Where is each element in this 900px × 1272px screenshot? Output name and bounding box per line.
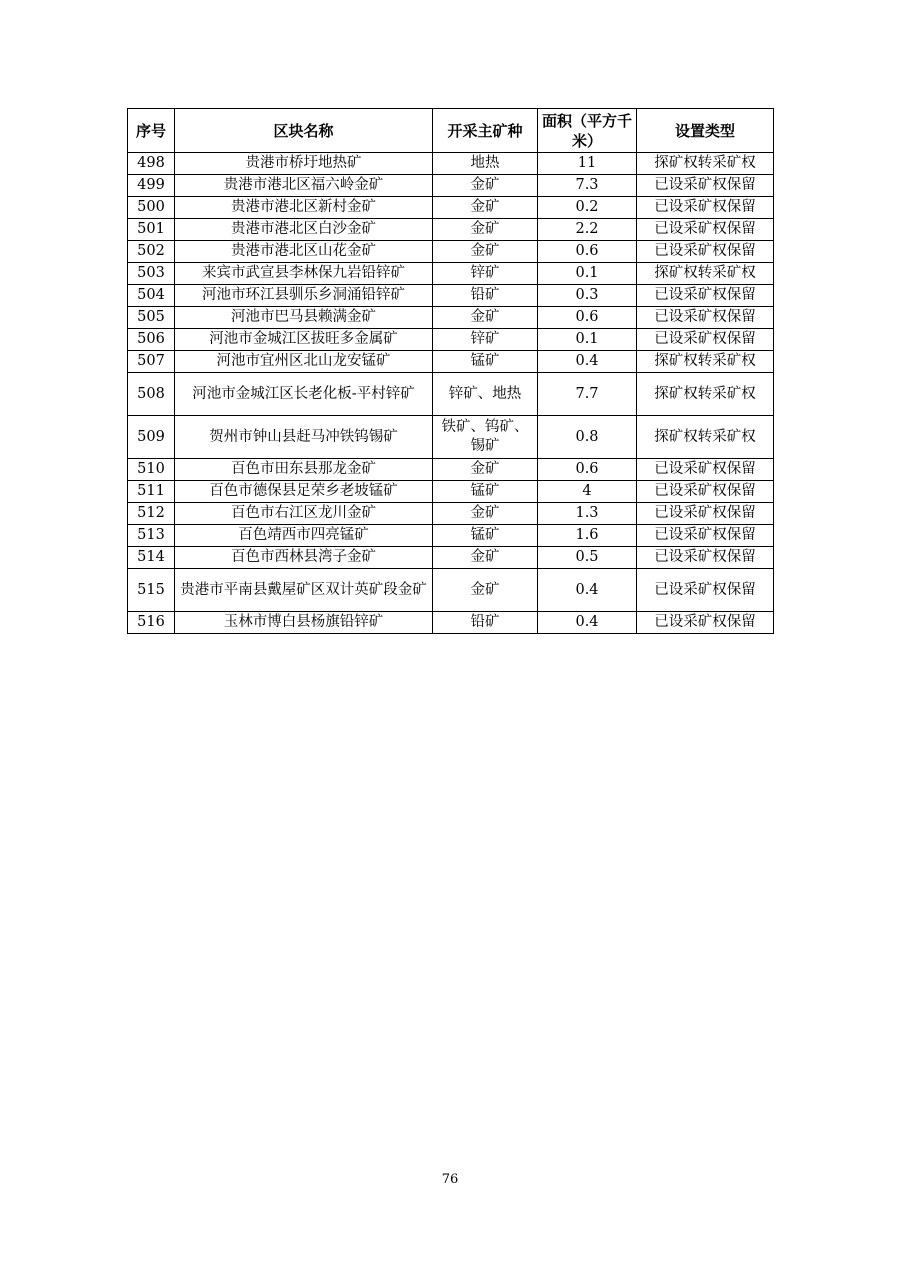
cell-area: 0.4 (538, 351, 637, 373)
cell-setting-type: 探矿权转采矿权 (637, 263, 774, 285)
cell-serial-number: 515 (128, 569, 175, 612)
cell-serial-number: 503 (128, 263, 175, 285)
table-row (128, 285, 774, 307)
page-number: 76 (441, 1172, 459, 1187)
cell-area: 7.7 (538, 373, 637, 416)
cell-area: 0.8 (538, 416, 637, 459)
cell-area: 0.2 (538, 197, 637, 219)
cell-area: 11 (538, 153, 637, 175)
cell-block-name: 河池市金城江区长老化板-平村锌矿 (175, 373, 433, 416)
table-row (128, 197, 774, 219)
cell-main-mineral: 锰矿 (433, 525, 538, 547)
cell-main-mineral: 铁矿、钨矿、锡矿 (433, 416, 538, 459)
cell-block-name: 贵港市桥圩地热矿 (175, 153, 433, 175)
cell-area: 7.3 (538, 175, 637, 197)
cell-block-name: 河池市环江县驯乐乡洞涌铅锌矿 (175, 285, 433, 307)
cell-serial-number: 511 (128, 481, 175, 503)
cell-serial-number: 513 (128, 525, 175, 547)
cell-main-mineral: 金矿 (433, 197, 538, 219)
cell-setting-type: 已设采矿权保留 (637, 241, 774, 263)
cell-serial-number: 510 (128, 459, 175, 481)
cell-setting-type: 已设采矿权保留 (637, 612, 774, 634)
cell-area: 1.6 (538, 525, 637, 547)
cell-setting-type: 已设采矿权保留 (637, 307, 774, 329)
mining-block-table (127, 108, 774, 634)
cell-serial-number: 508 (128, 373, 175, 416)
cell-main-mineral: 铅矿 (433, 612, 538, 634)
cell-block-name: 贵港市港北区新村金矿 (175, 197, 433, 219)
cell-block-name: 百色靖西市四亮锰矿 (175, 525, 433, 547)
table-row (128, 459, 774, 481)
cell-block-name: 贵港市港北区福六岭金矿 (175, 175, 433, 197)
table-row (128, 373, 774, 416)
cell-area: 4 (538, 481, 637, 503)
table-body (128, 153, 774, 634)
cell-main-mineral: 金矿 (433, 219, 538, 241)
cell-setting-type: 已设采矿权保留 (637, 481, 774, 503)
cell-block-name: 百色市田东县那龙金矿 (175, 459, 433, 481)
cell-area: 0.3 (538, 285, 637, 307)
cell-block-name: 河池市巴马县赖满金矿 (175, 307, 433, 329)
cell-setting-type: 已设采矿权保留 (637, 525, 774, 547)
cell-block-name: 百色市西林县湾子金矿 (175, 547, 433, 569)
cell-setting-type: 已设采矿权保留 (637, 459, 774, 481)
table-row (128, 351, 774, 373)
table-row (128, 416, 774, 459)
cell-main-mineral: 锰矿 (433, 481, 538, 503)
cell-main-mineral: 金矿 (433, 569, 538, 612)
cell-block-name: 贵港市港北区白沙金矿 (175, 219, 433, 241)
cell-block-name: 河池市宜州区北山龙安锰矿 (175, 351, 433, 373)
cell-area: 0.1 (538, 329, 637, 351)
cell-block-name: 百色市德保县足荣乡老坡锰矿 (175, 481, 433, 503)
cell-block-name: 河池市金城江区拔旺多金属矿 (175, 329, 433, 351)
cell-block-name: 百色市右江区龙川金矿 (175, 503, 433, 525)
cell-serial-number: 501 (128, 219, 175, 241)
table-row (128, 569, 774, 612)
cell-serial-number: 502 (128, 241, 175, 263)
cell-block-name: 来宾市武宣县李林保九岩铅锌矿 (175, 263, 433, 285)
cell-block-name: 贵港市平南县戴屋矿区双计英矿段金矿 (175, 569, 433, 612)
cell-main-mineral: 锌矿 (433, 329, 538, 351)
cell-area: 0.1 (538, 263, 637, 285)
cell-main-mineral: 金矿 (433, 547, 538, 569)
cell-main-mineral: 金矿 (433, 175, 538, 197)
cell-block-name: 贵港市港北区山花金矿 (175, 241, 433, 263)
cell-serial-number: 499 (128, 175, 175, 197)
cell-main-mineral: 铅矿 (433, 285, 538, 307)
cell-main-mineral: 地热 (433, 153, 538, 175)
table-row (128, 153, 774, 175)
cell-main-mineral: 金矿 (433, 459, 538, 481)
cell-main-mineral: 锰矿 (433, 351, 538, 373)
cell-block-name: 贺州市钟山县赶马冲铁钨锡矿 (175, 416, 433, 459)
header-setting-type: 设置类型 (637, 109, 774, 153)
header-main-mineral: 开采主矿种 (433, 109, 538, 153)
table-row (128, 307, 774, 329)
table-row (128, 175, 774, 197)
cell-main-mineral: 金矿 (433, 503, 538, 525)
table-header-row (128, 109, 774, 153)
header-serial-number: 序号 (128, 109, 175, 153)
cell-setting-type: 探矿权转采矿权 (637, 153, 774, 175)
cell-area: 0.4 (538, 612, 637, 634)
cell-area: 1.3 (538, 503, 637, 525)
cell-block-name: 玉林市博白县杨旗铅锌矿 (175, 612, 433, 634)
cell-setting-type: 已设采矿权保留 (637, 197, 774, 219)
cell-main-mineral: 金矿 (433, 307, 538, 329)
cell-serial-number: 506 (128, 329, 175, 351)
table-row (128, 503, 774, 525)
table-row (128, 241, 774, 263)
cell-area: 0.6 (538, 307, 637, 329)
cell-setting-type: 探矿权转采矿权 (637, 373, 774, 416)
cell-area: 0.5 (538, 547, 637, 569)
table-row (128, 547, 774, 569)
table-row (128, 219, 774, 241)
cell-serial-number: 509 (128, 416, 175, 459)
cell-setting-type: 已设采矿权保留 (637, 219, 774, 241)
cell-serial-number: 498 (128, 153, 175, 175)
header-block-name: 区块名称 (175, 109, 433, 153)
cell-serial-number: 514 (128, 547, 175, 569)
cell-area: 0.6 (538, 459, 637, 481)
cell-setting-type: 探矿权转采矿权 (637, 351, 774, 373)
table-row (128, 525, 774, 547)
cell-serial-number: 516 (128, 612, 175, 634)
cell-setting-type: 探矿权转采矿权 (637, 416, 774, 459)
cell-setting-type: 已设采矿权保留 (637, 285, 774, 307)
table-row (128, 263, 774, 285)
table-row (128, 481, 774, 503)
cell-serial-number: 505 (128, 307, 175, 329)
cell-setting-type: 已设采矿权保留 (637, 547, 774, 569)
table-row (128, 612, 774, 634)
cell-setting-type: 已设采矿权保留 (637, 503, 774, 525)
cell-setting-type: 已设采矿权保留 (637, 329, 774, 351)
header-area: 面积（平方千米） (538, 109, 637, 153)
cell-setting-type: 已设采矿权保留 (637, 569, 774, 612)
cell-serial-number: 507 (128, 351, 175, 373)
cell-main-mineral: 金矿 (433, 241, 538, 263)
cell-area: 0.6 (538, 241, 637, 263)
cell-area: 2.2 (538, 219, 637, 241)
cell-main-mineral: 锌矿 (433, 263, 538, 285)
cell-serial-number: 512 (128, 503, 175, 525)
cell-area: 0.4 (538, 569, 637, 612)
cell-setting-type: 已设采矿权保留 (637, 175, 774, 197)
cell-serial-number: 500 (128, 197, 175, 219)
cell-main-mineral: 锌矿、地热 (433, 373, 538, 416)
cell-serial-number: 504 (128, 285, 175, 307)
table-row (128, 329, 774, 351)
